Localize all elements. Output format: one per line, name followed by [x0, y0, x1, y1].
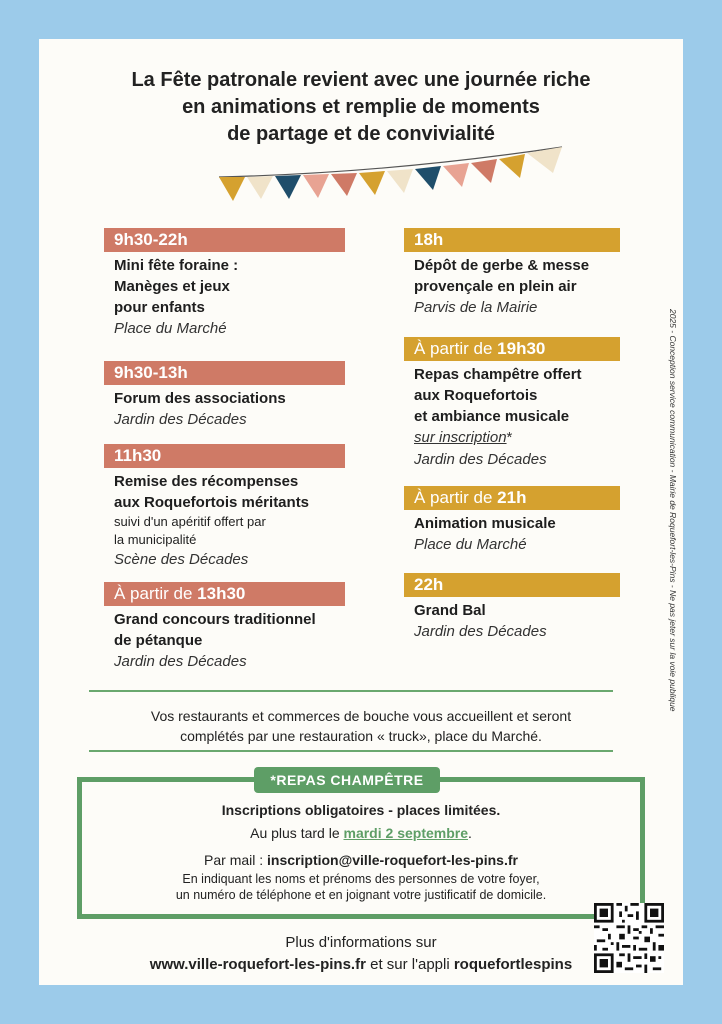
details-text: En indiquant les noms et prénoms des personnes de votre foyer, un numéro de téléphone et en joignant votre justificatif de domicile.: [175, 872, 547, 902]
restaurants-notice: [39, 706, 683, 746]
app-name[interactable]: roquefortlespins: [453, 956, 573, 973]
event-place: Place du Marché: [414, 536, 527, 553]
event-title: Mini fête foraine : Manèges et jeux pour enfants: [114, 257, 239, 316]
event-place: Scène des Décades: [114, 551, 249, 568]
event-mini-fete-foraine: [104, 228, 345, 340]
time-tag: [404, 228, 620, 252]
event-place: Place du Marché: [114, 320, 227, 337]
time-prefix: À partir de: [414, 339, 498, 358]
deadline-line: [77, 821, 645, 845]
event-concours-petanque: [104, 582, 345, 673]
restaurants-line-1: Vos restaurants et commerces de bouche vous accueillent et seront: [150, 708, 572, 724]
repas-champetre-tag: *REPAS CHAMPÊTRE: [254, 767, 440, 793]
inscriptions-line: Inscriptions obligatoires - places limitées.: [221, 802, 501, 818]
time-prefix: À partir de: [114, 584, 198, 603]
time-value: 9h30-13h: [114, 363, 188, 382]
registration-link-text: sur inscription: [414, 429, 507, 446]
event-place: Jardin des Décades: [414, 451, 547, 468]
event-registration-note: [404, 427, 620, 449]
event-remise-recompenses: [104, 444, 345, 571]
flyer-page: [39, 39, 683, 985]
event-place: Jardin des Décades: [114, 411, 247, 428]
intro-line-1: La Fête patronale revient avec une journée riche: [131, 69, 591, 91]
mail-line: [77, 849, 645, 871]
time-tag: [104, 444, 345, 468]
event-title: Grand concours traditionnel de pétanque: [114, 611, 316, 649]
event-place: Jardin des Décades: [414, 623, 547, 640]
qr-code-icon[interactable]: [594, 903, 664, 973]
time-tag: [404, 486, 620, 510]
time-value: 21h: [497, 488, 527, 507]
mail-prefix: Par mail :: [204, 852, 268, 868]
event-title: Remise des récompenses aux Roquefortois méritants: [114, 473, 310, 511]
more-info-mid: et sur l'appli: [365, 956, 454, 973]
intro-heading: [39, 67, 683, 148]
bunting-garland: [217, 143, 565, 209]
deadline-date: mardi 2 septembre: [343, 825, 468, 841]
deadline-suffix: .: [468, 825, 472, 841]
time-value: 9h30-22h: [114, 230, 188, 249]
event-place: Jardin des Décades: [114, 653, 247, 670]
time-value: 19h30: [497, 339, 546, 358]
divider-top: [89, 690, 613, 692]
time-value: 11h30: [114, 446, 162, 465]
intro-line-2: en animations et remplie de moments: [182, 96, 540, 118]
registration-asterisk: *: [506, 429, 513, 446]
intro-line-3: de partage et de convivialité: [227, 123, 495, 145]
mail-address-link[interactable]: inscription@ville-roquefort-les-pins.fr: [267, 852, 518, 868]
event-animation-musicale: [404, 486, 620, 556]
side-credits-text: 2025 - Conception service communication - Mairie de Roquefort-les-Pins - Ne pas jeter sur la voie publique: [668, 309, 678, 712]
time-value: 18h: [414, 230, 444, 249]
deadline-prefix: Au plus tard le: [250, 825, 344, 841]
event-title: Forum des associations: [114, 390, 286, 407]
more-info: [39, 932, 683, 976]
time-tag: [104, 228, 345, 252]
event-title: Animation musicale: [414, 515, 556, 532]
more-info-line-1: Plus d'informations sur: [285, 934, 437, 951]
event-forum-associations: [104, 361, 345, 431]
time-value: 22h: [414, 575, 444, 594]
time-value: 13h30: [197, 584, 246, 603]
time-tag: [104, 361, 345, 385]
event-grand-bal: [404, 573, 620, 643]
event-place: Parvis de la Mairie: [414, 299, 538, 316]
time-prefix: À partir de: [414, 488, 498, 507]
event-title: Dépôt de gerbe & messe provençale en plein air: [414, 257, 590, 295]
event-title: Repas champêtre offert aux Roquefortois et ambiance musicale: [414, 366, 582, 425]
event-title: Grand Bal: [414, 602, 486, 619]
repas-box-content: [77, 799, 645, 903]
event-note: suivi d'un apéritif offert par la municipalité: [114, 514, 266, 547]
event-repas-champetre: [404, 337, 620, 471]
more-info-line-2: [39, 954, 683, 976]
website-link[interactable]: www.ville-roquefort-les-pins.fr: [149, 956, 366, 973]
time-tag: [404, 337, 620, 361]
event-depot-gerbe: [404, 228, 620, 319]
time-tag: [404, 573, 620, 597]
time-tag: [104, 582, 345, 606]
divider-bottom: [89, 750, 613, 752]
restaurants-line-2: complétés par une restauration « truck», place du Marché.: [180, 728, 542, 744]
